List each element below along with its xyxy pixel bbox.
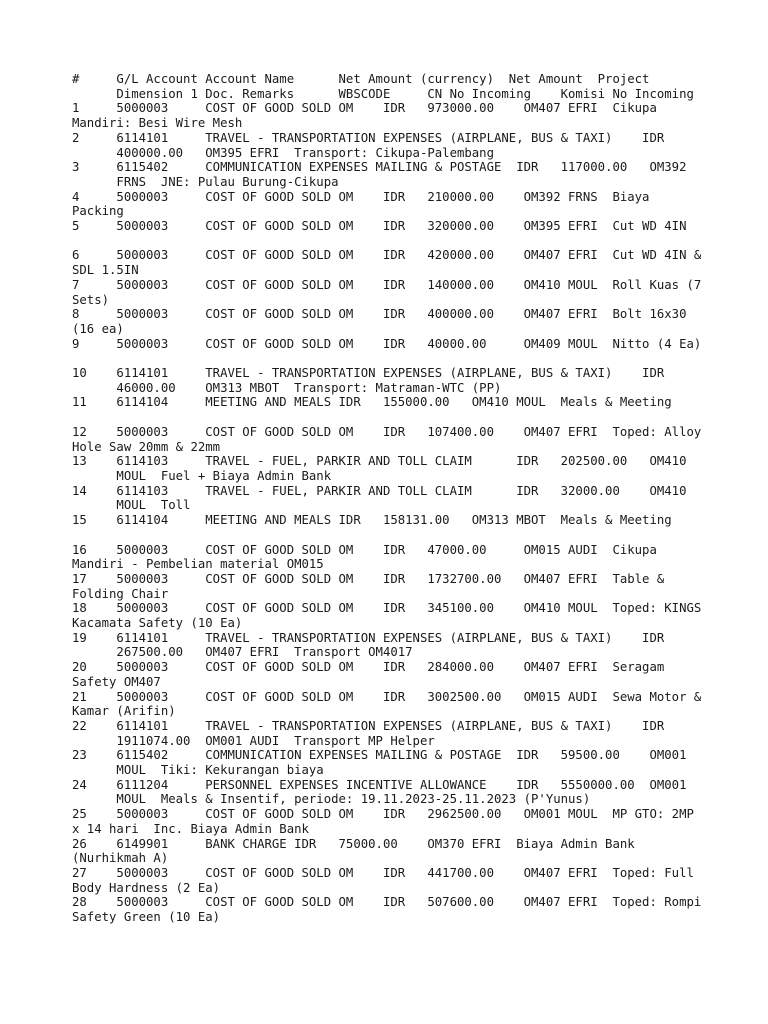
text-line: 2 6114101 TRAVEL - TRANSPORTATION EXPENSES (AIRPLANE, BUS & TAXI) IDR bbox=[72, 130, 665, 145]
text-line: MOUL Toll bbox=[72, 498, 191, 513]
text-line: 16 5000003 COST OF GOOD SOLD OM IDR 47000.00 OM015 AUDI Cikupa bbox=[72, 542, 657, 557]
text-line: 13 6114103 TRAVEL - FUEL, PARKIR AND TOLL CLAIM IDR 202500.00 OM410 bbox=[72, 454, 687, 469]
text-line: 19 6114101 TRAVEL - TRANSPORTATION EXPENSES (AIRPLANE, BUS & TAXI) IDR bbox=[72, 630, 665, 645]
text-line: SDL 1.5IN bbox=[72, 263, 139, 278]
text-line: Safety OM407 bbox=[72, 674, 161, 689]
text-line: 9 5000003 COST OF GOOD SOLD OM IDR 40000.00 OM409 MOUL Nitto (4 Ea) bbox=[72, 336, 702, 351]
text-line: Mandiri - Pembelian material OM015 bbox=[72, 557, 324, 572]
text-line: 1911074.00 OM001 AUDI Transport MP Helper bbox=[72, 733, 435, 748]
text-line: 23 6115402 COMMUNICATION EXPENSES MAILING & POSTAGE IDR 59500.00 OM001 bbox=[72, 748, 687, 763]
text-line: 12 5000003 COST OF GOOD SOLD OM IDR 107400.00 OM407 EFRI Toped: Alloy bbox=[72, 424, 702, 439]
text-line: Sets) bbox=[72, 292, 110, 307]
text-line: MOUL Tiki: Kekurangan biaya bbox=[72, 763, 324, 778]
text-line: 400000.00 OM395 EFRI Transport: Cikupa-Palembang bbox=[72, 145, 494, 160]
text-line: 21 5000003 COST OF GOOD SOLD OM IDR 3002500.00 OM015 AUDI Sewa Motor & bbox=[72, 689, 702, 704]
text-line: MOUL Meals & Insentif, periode: 19.11.2023-25.11.2023 (P'Yunus) bbox=[72, 792, 591, 807]
text-line: Kamar (Arifin) bbox=[72, 704, 176, 719]
text-line: Folding Chair bbox=[72, 586, 169, 601]
text-line: 10 6114101 TRAVEL - TRANSPORTATION EXPENSES (AIRPLANE, BUS & TAXI) IDR bbox=[72, 366, 665, 381]
text-line: 18 5000003 COST OF GOOD SOLD OM IDR 345100.00 OM410 MOUL Toped: KINGS bbox=[72, 601, 702, 616]
text-line: x 14 hari Inc. Biaya Admin Bank bbox=[72, 821, 309, 836]
text-line: Body Hardness (2 Ea) bbox=[72, 880, 221, 895]
text-line: Packing bbox=[72, 204, 124, 219]
text-line: 8 5000003 COST OF GOOD SOLD OM IDR 400000.00 OM407 EFRI Bolt 16x30 bbox=[72, 307, 687, 322]
text-line: Kacamata Safety (10 Ea) bbox=[72, 616, 243, 631]
text-line: 1 5000003 COST OF GOOD SOLD OM IDR 973000.00 OM407 EFRI Cikupa bbox=[72, 101, 657, 116]
text-line: 7 5000003 COST OF GOOD SOLD OM IDR 140000.00 OM410 MOUL Roll Kuas (7 bbox=[72, 277, 702, 292]
ledger-text-block bbox=[72, 72, 752, 925]
text-line: 267500.00 OM407 EFRI Transport OM4017 bbox=[72, 645, 413, 660]
header-line: # G/L Account Account Name Net Amount (currency) Net Amount Project bbox=[72, 72, 650, 86]
text-line: 15 6114104 MEETING AND MEALS IDR 158131.00 OM313 MBOT Meals & Meeting bbox=[72, 513, 672, 528]
text-line: Hole Saw 20mm & 22mm bbox=[72, 439, 221, 454]
text-line: Safety Green (10 Ea) bbox=[72, 910, 221, 925]
text-line: FRNS JNE: Pulau Burung-Cikupa bbox=[72, 174, 339, 189]
text-line: 6 5000003 COST OF GOOD SOLD OM IDR 420000.00 OM407 EFRI Cut WD 4IN & bbox=[72, 248, 702, 263]
text-line: Mandiri: Besi Wire Mesh bbox=[72, 116, 243, 131]
text-line: 3 6115402 COMMUNICATION EXPENSES MAILING & POSTAGE IDR 117000.00 OM392 bbox=[72, 160, 687, 175]
header-line: Dimension 1 Doc. Remarks WBSCODE CN No Incoming Komisi No Incoming bbox=[72, 86, 694, 101]
text-line: 17 5000003 COST OF GOOD SOLD OM IDR 1732700.00 OM407 EFRI Table & bbox=[72, 571, 665, 586]
text-line: 27 5000003 COST OF GOOD SOLD OM IDR 441700.00 OM407 EFRI Toped: Full bbox=[72, 865, 694, 880]
text-line: 20 5000003 COST OF GOOD SOLD OM IDR 284000.00 OM407 EFRI Seragam bbox=[72, 660, 665, 675]
text-line: 4 5000003 COST OF GOOD SOLD OM IDR 210000.00 OM392 FRNS Biaya bbox=[72, 189, 650, 204]
text-line: 11 6114104 MEETING AND MEALS IDR 155000.00 OM410 MOUL Meals & Meeting bbox=[72, 395, 672, 410]
text-line: 22 6114101 TRAVEL - TRANSPORTATION EXPENSES (AIRPLANE, BUS & TAXI) IDR bbox=[72, 718, 665, 733]
text-line: MOUL Fuel + Biaya Admin Bank bbox=[72, 468, 332, 483]
text-line: 28 5000003 COST OF GOOD SOLD OM IDR 507600.00 OM407 EFRI Toped: Rompi bbox=[72, 895, 702, 910]
text-line: (16 ea) bbox=[72, 321, 124, 336]
text-line: 46000.00 OM313 MBOT Transport: Matraman-WTC (PP) bbox=[72, 380, 502, 395]
text-line: 5 5000003 COST OF GOOD SOLD OM IDR 320000.00 OM395 EFRI Cut WD 4IN bbox=[72, 219, 687, 234]
text-line: 25 5000003 COST OF GOOD SOLD OM IDR 2962500.00 OM001 MOUL MP GTO: 2MP bbox=[72, 807, 694, 822]
text-line: 26 6149901 BANK CHARGE IDR 75000.00 OM370 EFRI Biaya Admin Bank bbox=[72, 836, 635, 851]
text-line: (Nurhikmah A) bbox=[72, 851, 169, 866]
text-line: 14 6114103 TRAVEL - FUEL, PARKIR AND TOLL CLAIM IDR 32000.00 OM410 bbox=[72, 483, 687, 498]
text-line: 24 6111204 PERSONNEL EXPENSES INCENTIVE ALLOWANCE IDR 5550000.00 OM001 bbox=[72, 777, 687, 792]
